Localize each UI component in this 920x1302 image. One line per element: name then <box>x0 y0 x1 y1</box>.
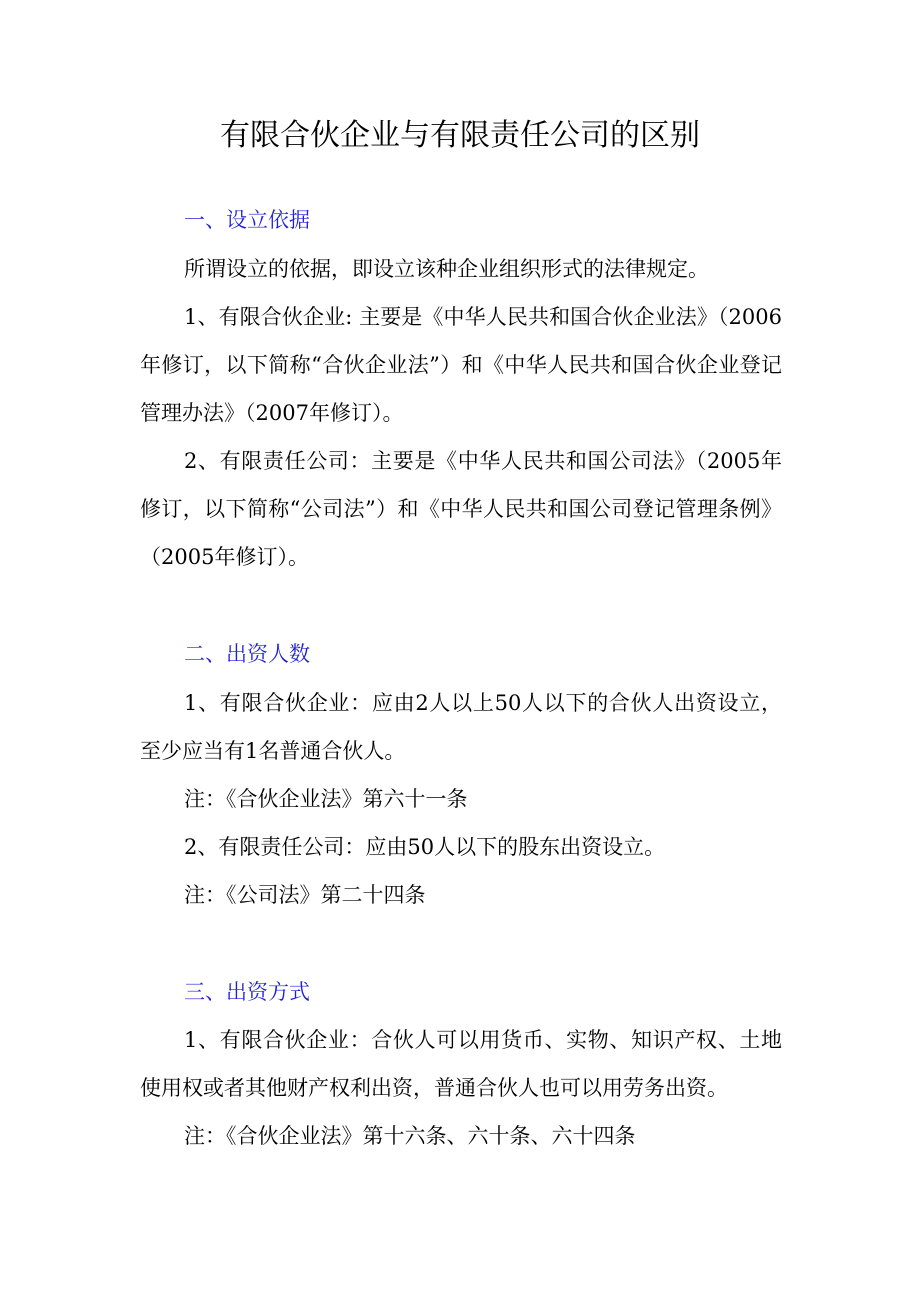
paragraph: 所谓设立的依据，即设立该种企业组织形式的法律规定。 <box>184 257 709 281</box>
paragraph: 注：《公司法》第二十四条 <box>184 883 426 907</box>
document-title: 有限合伙企业与有限责任公司的区别 <box>220 118 700 153</box>
paragraph: 2、有限责任公司：应由50人以下的股东出资设立。 <box>184 835 666 859</box>
section-heading-1: 一、设立依据 <box>184 208 310 232</box>
paragraph: 2、有限责任公司：主要是《中华人民共和国公司法》（2005年修订，以下简称“公司法”）和《中华人民共和国公司登记管理条例》（2005年修订）。 <box>140 449 782 569</box>
paragraph: 注：《合伙企业法》第六十一条 <box>184 787 468 811</box>
paragraph: 1、有限合伙企业: 主要是《中华人民共和国合伙企业法》（2006年修订，以下简称“合伙企业法”）和《中华人民共和国合伙企业登记管理办法》（2007年修订）。 <box>140 305 782 425</box>
section-heading-3: 三、出资方式 <box>184 980 310 1004</box>
paragraph: 1、有限合伙企业：合伙人可以用货币、实物、知识产权、土地使用权或者其他财产权利出资，普通合伙人也可以用劳务出资。 <box>140 1028 782 1100</box>
paragraph: 1、有限合伙企业：应由2人以上50人以下的合伙人出资设立，至少应当有1名普通合伙人。 <box>140 691 782 763</box>
section-heading-2: 二、出资人数 <box>184 642 310 666</box>
paragraph: 注：《合伙企业法》第十六条、六十条、六十四条 <box>184 1124 636 1148</box>
